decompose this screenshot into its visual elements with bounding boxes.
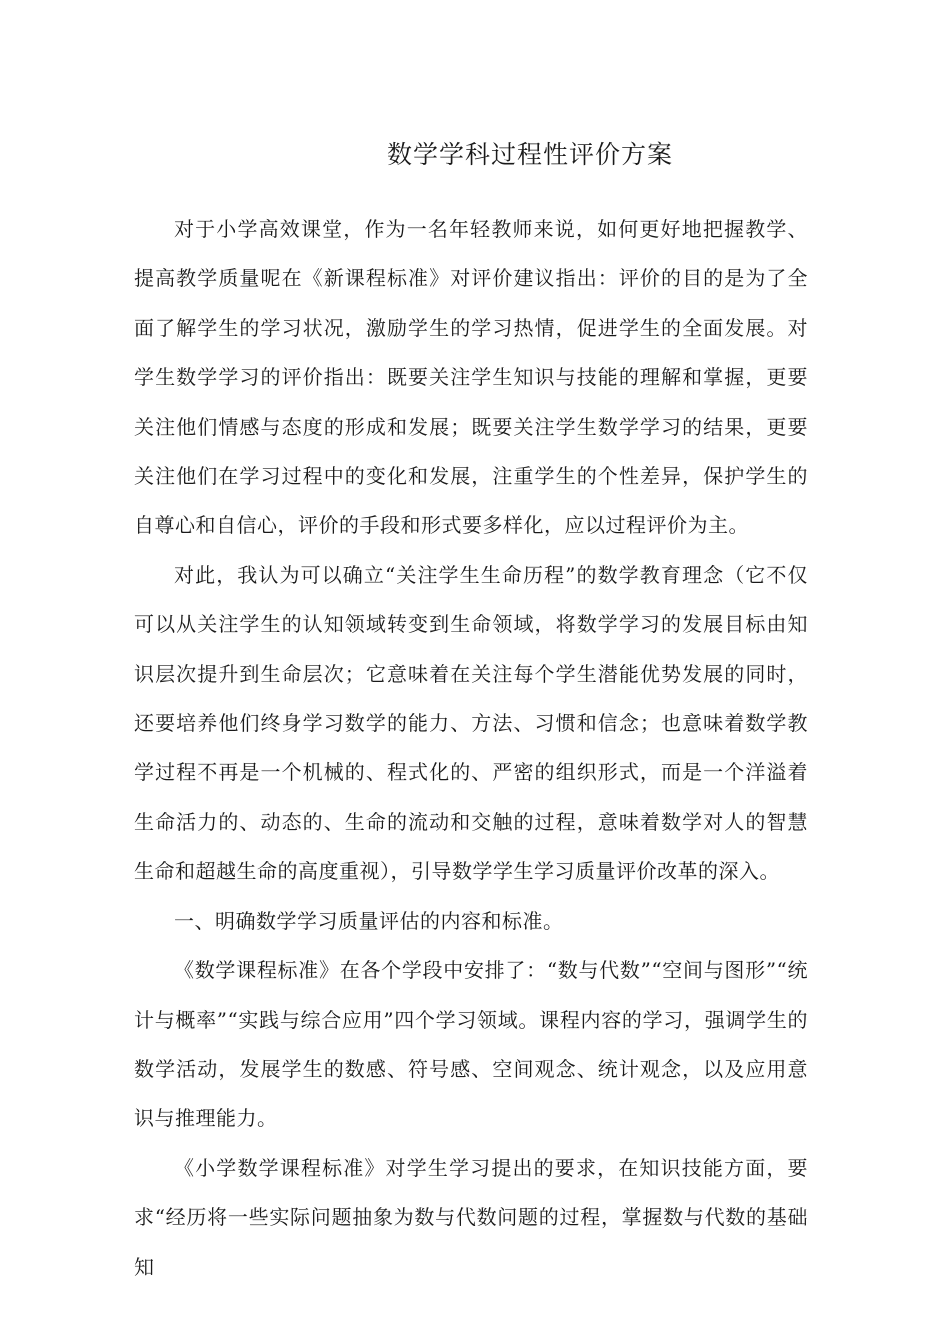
paragraph: 《数学课程标准》在各个学段中安排了：“数与代数”“空间与图形”“统计与概率”“实践与综合应用”四个学习领域。课程内容的学习，强调学生的数学活动，发展学生的数感、符号感、空间观念、统计观念，以及应用意识与推理能力。 bbox=[134, 958, 808, 1131]
paragraph: 对此，我认为可以确立“关注学生生命历程”的数学教育理念（它不仅可以从关注学生的认知领域转变到生命领域，将数学学习的发展目标由知识层次提升到生命层次；它意味着在关注每个学生潜能优势发展的同时，还要培养他们终身学习数学的能力、方法、习惯和信念；也意味着数学教学过程不再是一个机械的、程式化的、严密的组织形式，而是一个洋溢着生命活力的、动态的、生命的流动和交触的过程，意味着数学对人的智慧生命和超越生命的高度重视），引导数学学生学习质量评价改革的深入。 bbox=[134, 562, 808, 884]
document-body bbox=[134, 205, 808, 1292]
document-title: 数学学科过程性评价方案 bbox=[386, 140, 673, 169]
section-heading: 一、明确数学学习质量评估的内容和标准。 bbox=[174, 908, 564, 933]
paragraph: 对于小学高效课堂，作为一名年轻教师来说，如何更好地把握教学、提高教学质量呢在《新课程标准》对评价建议指出：评价的目的是为了全面了解学生的学习状况，激励学生的学习热情，促进学生的全面发展。对学生数学学习的评价指出：既要关注学生知识与技能的理解和掌握，更要关注他们情感与态度的形成和发展；既要关注学生数学学习的结果，更要关注他们在学习过程中的变化和发展，注重学生的个性差异，保护学生的自尊心和自信心，评价的手段和形式要多样化，应以过程评价为主。 bbox=[134, 217, 808, 538]
paragraph: 《小学数学课程标准》对学生学习提出的要求，在知识技能方面，要求“经历将一些实际问题抽象为数与代数问题的过程，掌握数与代数的基础知 bbox=[134, 1155, 808, 1279]
